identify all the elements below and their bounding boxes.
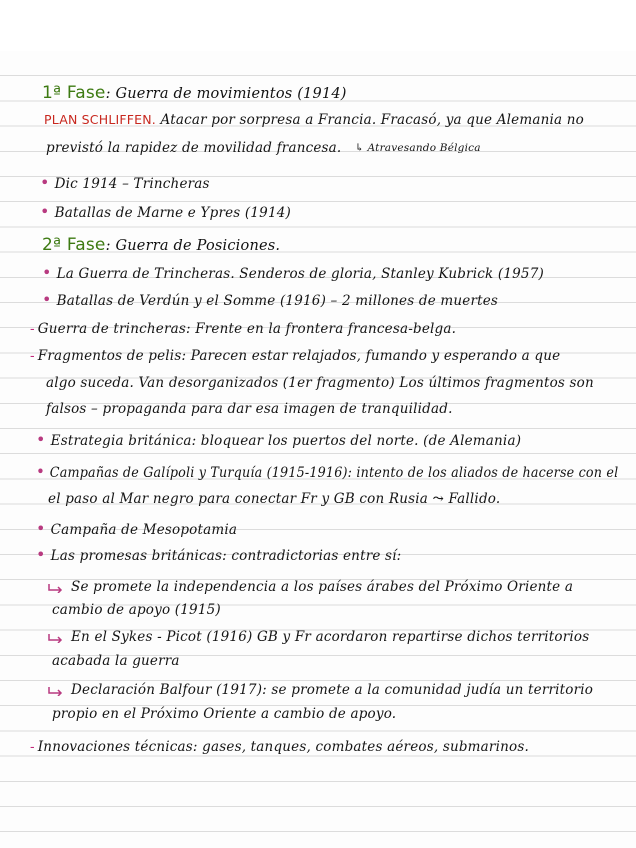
fase1-item-1: Dic 1914 – Trincheras: [54, 176, 210, 192]
list-item: [42, 260, 544, 286]
fase2-label: 2ª Fase: [42, 235, 106, 255]
fase1-label: 1ª Fase: [42, 83, 106, 103]
dash-icon: -: [30, 348, 35, 364]
estrategia-text: Estrategia británica: bloquear los puertos del norte. (de Alemania): [50, 433, 522, 449]
page-top-margin: [0, 0, 636, 51]
fase2-item-2: Batallas de Verdún y el Somme (1916) – 2 millones de muertes: [56, 293, 499, 309]
plan-aside-text: Atravesando Bélgica: [367, 142, 481, 154]
return-arrow-icon: [48, 633, 63, 643]
fase1-title: : Guerra de movimientos (1914): [105, 86, 347, 102]
dash-item: [30, 316, 456, 342]
plan-label: PLAN SCHLIFFEN.: [44, 112, 156, 127]
list-item: [40, 199, 291, 225]
dash2-line-3: falsos – propaganda para dar esa imagen de tranquilidad.: [46, 401, 453, 417]
bullet-icon: •: [42, 263, 52, 282]
dash-icon: -: [30, 739, 35, 755]
fase1-item-2: Batallas de Marne e Ypres (1914): [54, 205, 291, 221]
list-item: [40, 170, 210, 196]
promesa-3-line-2: propio en el Próximo Oriente a cambio de apoyo.: [52, 706, 397, 722]
list-item: [36, 542, 401, 568]
bullet-icon: •: [40, 202, 50, 221]
promesa-2-line-2: acabada la guerra: [52, 653, 180, 669]
dash-icon: -: [30, 321, 35, 337]
list-item: [36, 516, 237, 542]
list-item-cont: [48, 486, 500, 512]
fase2-item-1: La Guerra de Trincheras. Senderos de gloria, Stanley Kubrick (1957): [56, 266, 544, 282]
plan-line: [44, 107, 584, 133]
plan-text: Atacar por sorpresa a Francia. Fracasó, ya que Alemania no: [160, 112, 584, 128]
dash2-line-1: Fragmentos de pelis: Parecen estar relajados, fumando y esperando a que: [37, 348, 561, 364]
mesopotamia-text: Campaña de Mesopotamia: [50, 522, 238, 538]
dash-item-cont: [46, 370, 594, 396]
sub-item-cont: [52, 701, 396, 727]
bullet-icon: •: [36, 519, 46, 538]
bullet-icon: •: [36, 430, 46, 449]
promesa-1-line-1: Se promete la independencia a los países árabes del Próximo Oriente a: [71, 579, 574, 595]
dash1-text: Guerra de trincheras: Frente en la frontera francesa-belga.: [37, 321, 457, 337]
return-arrow-icon: [48, 686, 63, 696]
dash-item: [30, 343, 560, 369]
promesa-1-line-2: cambio de apoyo (1915): [52, 602, 221, 618]
plan-aside: ↳ Atravesando Bélgica: [355, 142, 481, 154]
fase1-heading: [42, 80, 347, 106]
promesa-3-line-1: Declaración Balfour (1917): se promete a la comunidad judía un territorio: [71, 682, 594, 698]
sub-item-cont: [52, 648, 180, 674]
sub-item: [48, 624, 589, 650]
fase2-title: : Guerra de Posiciones.: [105, 238, 281, 254]
sub-item-cont: [52, 597, 221, 623]
innovaciones-text: Innovaciones técnicas: gases, tanques, combates aéreos, submarinos.: [37, 739, 529, 755]
sub-item: [48, 677, 593, 703]
plan-cont-line: [46, 135, 341, 161]
list-item: [42, 287, 498, 313]
promesa-2-line-1: En el Sykes - Picot (1916) GB y Fr acordaron repartirse dichos territorios: [71, 629, 590, 645]
list-item: [36, 427, 521, 453]
plan-cont: previstó la rapidez de movilidad francesa.: [46, 140, 342, 156]
dash2-line-2: algo suceda. Van desorganizados (1er fragmento) Los últimos fragmentos son: [46, 375, 594, 391]
bullet-icon: •: [36, 462, 46, 481]
promesas-text: Las promesas británicas: contradictorias entre sí:: [50, 548, 402, 564]
return-arrow-icon: [48, 583, 63, 593]
bullet-icon: •: [40, 173, 50, 192]
bullet-icon: •: [36, 545, 46, 564]
fase2-heading: [42, 232, 280, 258]
dash-item: [30, 734, 529, 760]
bullet-icon: •: [42, 290, 52, 309]
campanas-line-2: el paso al Mar negro para conectar Fr y GB con Rusia ⤳ Fallido.: [48, 491, 501, 507]
list-item: [36, 459, 618, 485]
dash-item-cont: [46, 396, 453, 422]
campanas-line-1: Campañas de Galípoli y Turquía (1915-1916): intento de los aliados de hacerse con el: [49, 465, 619, 481]
